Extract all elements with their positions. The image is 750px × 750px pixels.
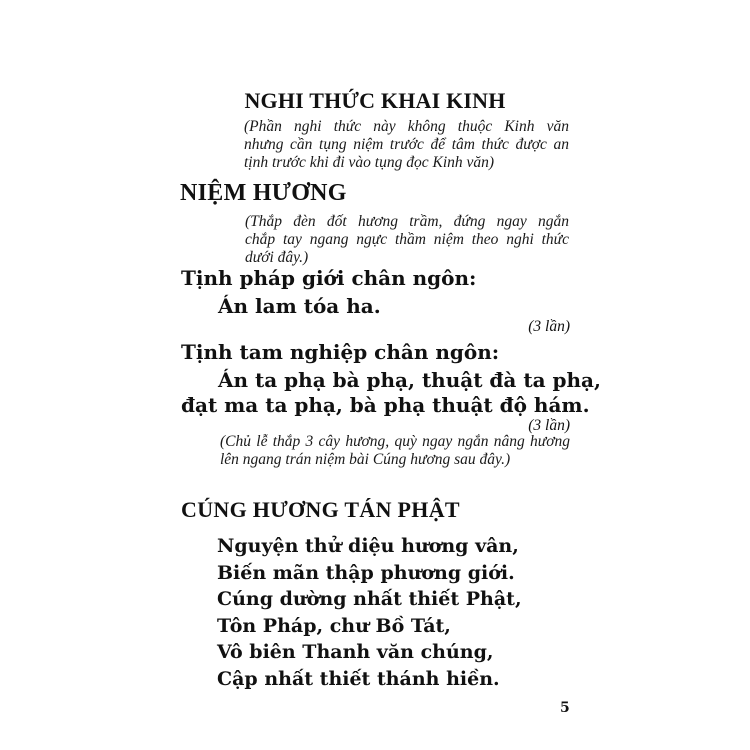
repeat-count: (3 lần) (528, 417, 570, 434)
verse-line: Biến mãn thập phương giới. (217, 561, 515, 584)
page-title: NGHI THỨC KHAI KINH (244, 88, 506, 113)
verse-line: Cúng dường nhất thiết Phật, (217, 588, 522, 610)
note-line: lên ngang trán niệm bài Cúng hương sau đây.) (220, 451, 511, 468)
verse-line: Cập nhất thiết thánh hiền. (217, 667, 500, 690)
intro-note (244, 118, 569, 172)
mantra-line (218, 368, 601, 392)
note-line: chắp tay ngang ngực thầm niệm theo nghi thức (245, 231, 569, 248)
repeat-count: (3 lần) (528, 318, 570, 335)
page-number: 5 (560, 700, 570, 716)
verse-line: Tôn Pháp, chư Bồ Tát, (217, 614, 451, 637)
mantra-line: Án lam tóa ha. (218, 294, 381, 318)
chant-verses (217, 533, 522, 692)
mantra-label-tinh-tam-nghiep: Tịnh tam nghiệp chân ngôn: (181, 340, 500, 364)
intro-note-line: (Phần nghi thức này không thuộc Kinh văn (244, 118, 569, 135)
note-line: dưới đây.) (245, 249, 309, 266)
niem-huong-note (245, 213, 569, 267)
mantra-line: đạt ma ta phạ, bà phạ thuật độ hám. (181, 393, 590, 417)
section-heading-niem-huong: NIỆM HƯƠNG (180, 180, 347, 206)
note-line: (Chủ lễ thắp 3 cây hương, quỳ ngay ngắn nâng hương (220, 433, 570, 450)
intro-note-line: nhưng cần tụng niệm trước để tâm thức được an (244, 136, 569, 153)
note-line: (Thắp đèn đốt hương trầm, đứng ngay ngắn (245, 213, 569, 230)
mantra-label-tinh-phap-gioi: Tịnh pháp giới chân ngôn: (181, 266, 477, 290)
mantra-line-text: Án ta phạ bà phạ, thuật đà ta phạ, (218, 368, 601, 392)
intro-note-line: tịnh trước khi đi vào tụng đọc Kinh văn) (244, 154, 495, 171)
verse-line: Vô biên Thanh văn chúng, (217, 641, 494, 663)
section-heading-cung-huong: CÚNG HƯƠNG TÁN PHẬT (181, 497, 460, 522)
closing-note (220, 433, 570, 469)
verse-line: Nguyện thử diệu hương vân, (217, 535, 519, 557)
